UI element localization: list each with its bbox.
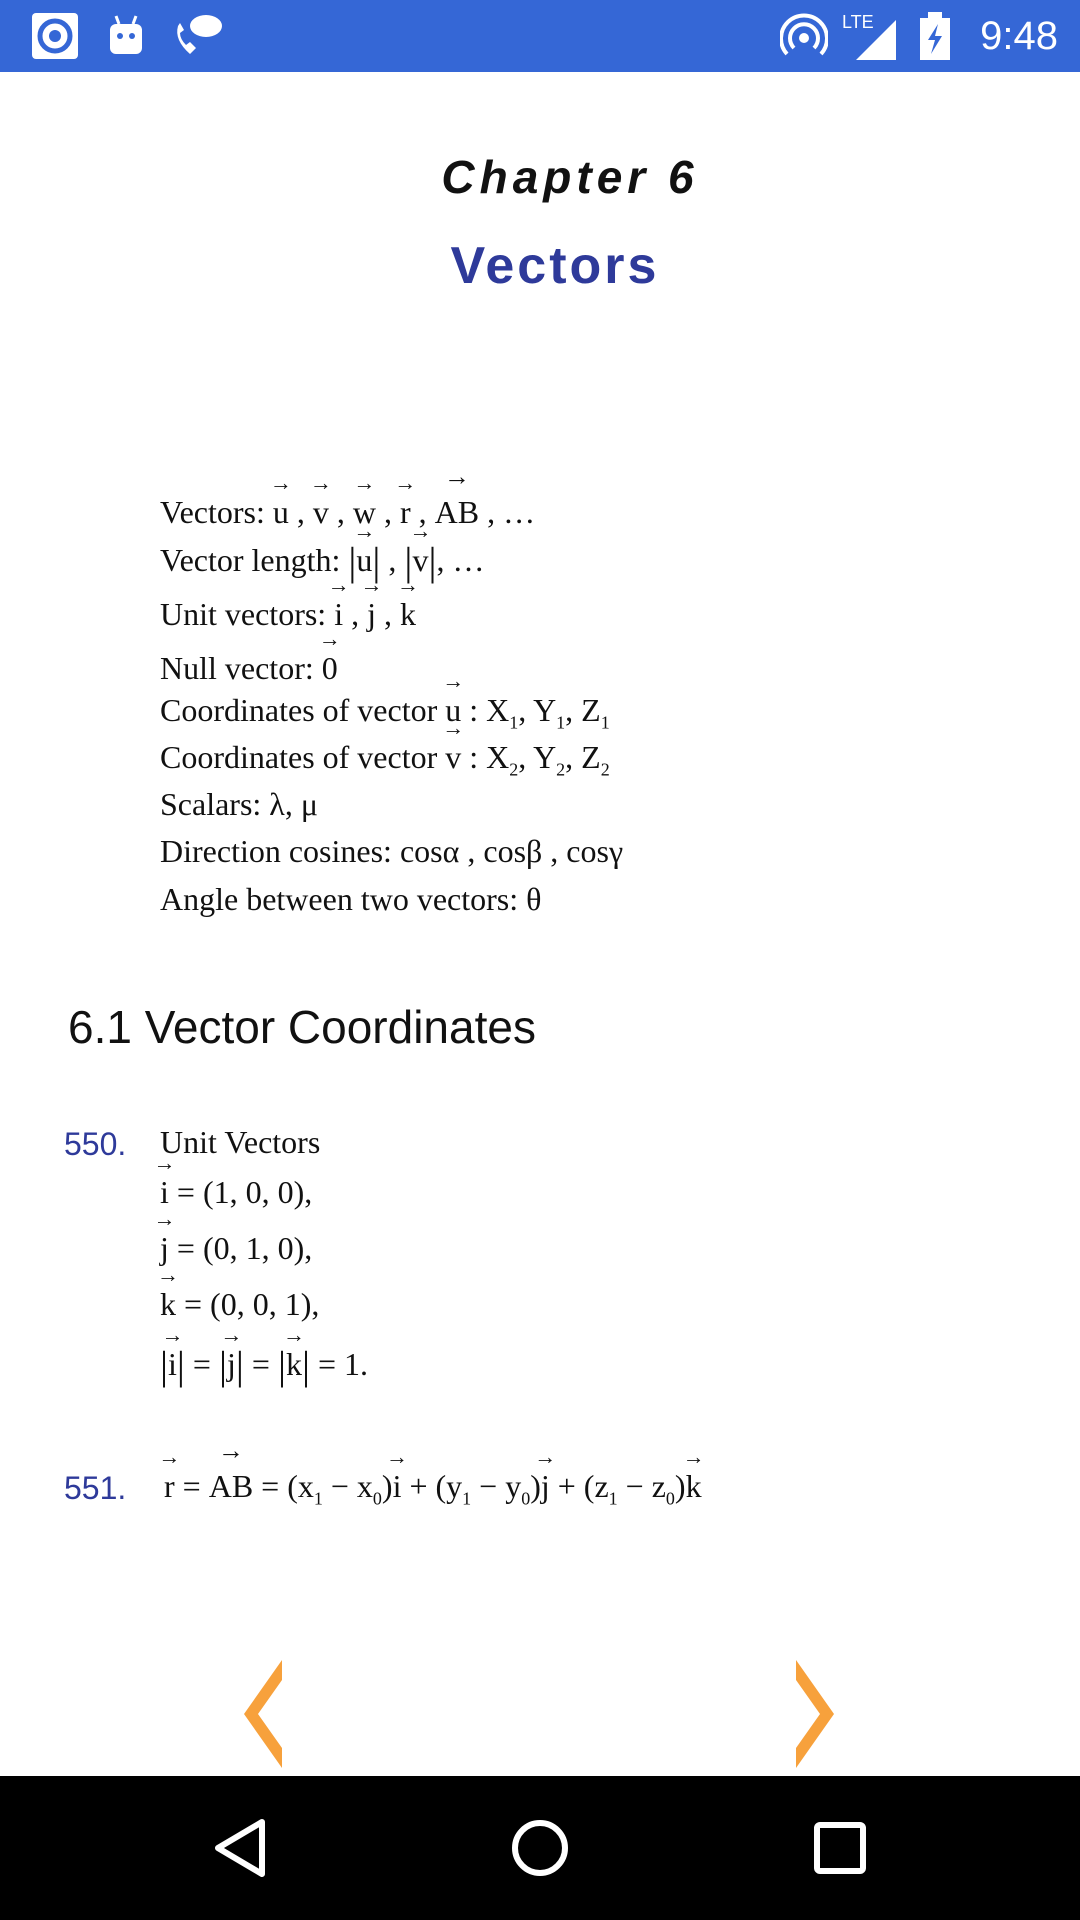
battery-charging-icon (918, 0, 952, 72)
length-u: → u (356, 542, 372, 579)
chapter-label: Chapter 6 (441, 151, 699, 203)
scalars-value: λ, μ (269, 786, 318, 822)
cosines-value: cosα , cosβ , cosγ (399, 833, 624, 869)
ellipsis: … (503, 494, 536, 530)
vector-ab: → AB (435, 494, 479, 531)
recents-button[interactable] (780, 1776, 900, 1920)
notation-null (160, 650, 338, 687)
formula-550-j: → j = (0, 1, 0), (160, 1230, 312, 1267)
vectors-label: Vectors: (160, 494, 265, 530)
vector-v: → v (313, 494, 329, 531)
clock: 9:48 (980, 14, 1058, 58)
notation-unit: Unit vectors: → i , → j , → k (160, 596, 416, 633)
unit-label: Unit vectors: (160, 596, 327, 632)
android-icon (106, 0, 146, 72)
notation-scalars (160, 786, 318, 823)
null-vector: → 0 (322, 650, 338, 687)
target-icon (30, 0, 80, 72)
formula-number-551: 551. (64, 1470, 127, 1506)
coord-u-label: Coordinates of vector (160, 692, 438, 728)
section-heading: 6.1 Vector Coordinates (68, 1001, 536, 1053)
home-circle-icon (510, 1818, 570, 1878)
notation-coord-u: Coordinates of vector → u : $X_1$, $Y_1$, $Z_1$ (160, 692, 610, 733)
lte-signal-icon (842, 0, 900, 72)
recents-square-icon (813, 1821, 867, 1875)
cosines-label: Direction cosines: (160, 833, 392, 869)
coord-v-vector: → v (445, 739, 461, 776)
length-label: Vector length: (160, 542, 341, 578)
length-v: → v (412, 542, 428, 579)
angle-label: Angle between two vectors: (160, 881, 519, 917)
notation-vectors: Vectors: → u , → v , → w , → r , → AB , … (160, 494, 535, 531)
vector-r: → r (400, 494, 411, 531)
notation-length: Vector length: |→ u| , |→ v|, … (160, 538, 484, 585)
notation-cosines (160, 833, 623, 870)
formula-550-k: → k = (0, 0, 1), (160, 1286, 319, 1323)
svg-text:LTE: LTE (842, 12, 874, 32)
formula-550-norms: |→ i| = |→ j| = |→ k| = 1. (160, 1342, 368, 1389)
hotspot-icon (780, 0, 828, 72)
vector-w: → w (353, 494, 376, 531)
formula-551-body: → r = → AB = $(x_1 - x_0)\to i + (y_1 - y_0)\to j + (z_1 - z_0)\to k$ (164, 1468, 702, 1509)
coord-u-vector: → u (445, 692, 461, 729)
back-triangle-icon (212, 1818, 268, 1878)
chat-phone-icon (172, 0, 224, 72)
status-bar (0, 0, 1080, 72)
unit-k: → k (400, 596, 416, 633)
formula-550-i: → i = (1, 0, 0), (160, 1174, 312, 1211)
null-label: Null vector: (160, 650, 314, 686)
unit-j: → j (367, 596, 376, 633)
unit-i: → i (334, 596, 343, 633)
notation-coord-v: Coordinates of vector → v : $X_2$, $Y_2$, $Z_2$ (160, 739, 610, 780)
length-ellipsis: … (452, 542, 485, 578)
chevron-right-icon (794, 1658, 838, 1770)
back-button[interactable] (180, 1776, 300, 1920)
angle-value: θ (526, 881, 542, 917)
formula-number-550: 550. (64, 1126, 127, 1162)
notation-angle (160, 881, 541, 918)
coord-v-label: Coordinates of vector (160, 739, 438, 775)
home-button[interactable] (480, 1776, 600, 1920)
prev-page-button[interactable] (240, 1658, 284, 1775)
scalars-label: Scalars: (160, 786, 262, 822)
next-page-button[interactable] (794, 1658, 838, 1775)
chevron-left-icon (240, 1658, 284, 1770)
formula-550-title: Unit Vectors (160, 1124, 321, 1160)
chapter-title: Vectors (450, 237, 660, 295)
vector-u: → u (273, 494, 289, 531)
system-nav-bar (0, 1776, 1080, 1920)
